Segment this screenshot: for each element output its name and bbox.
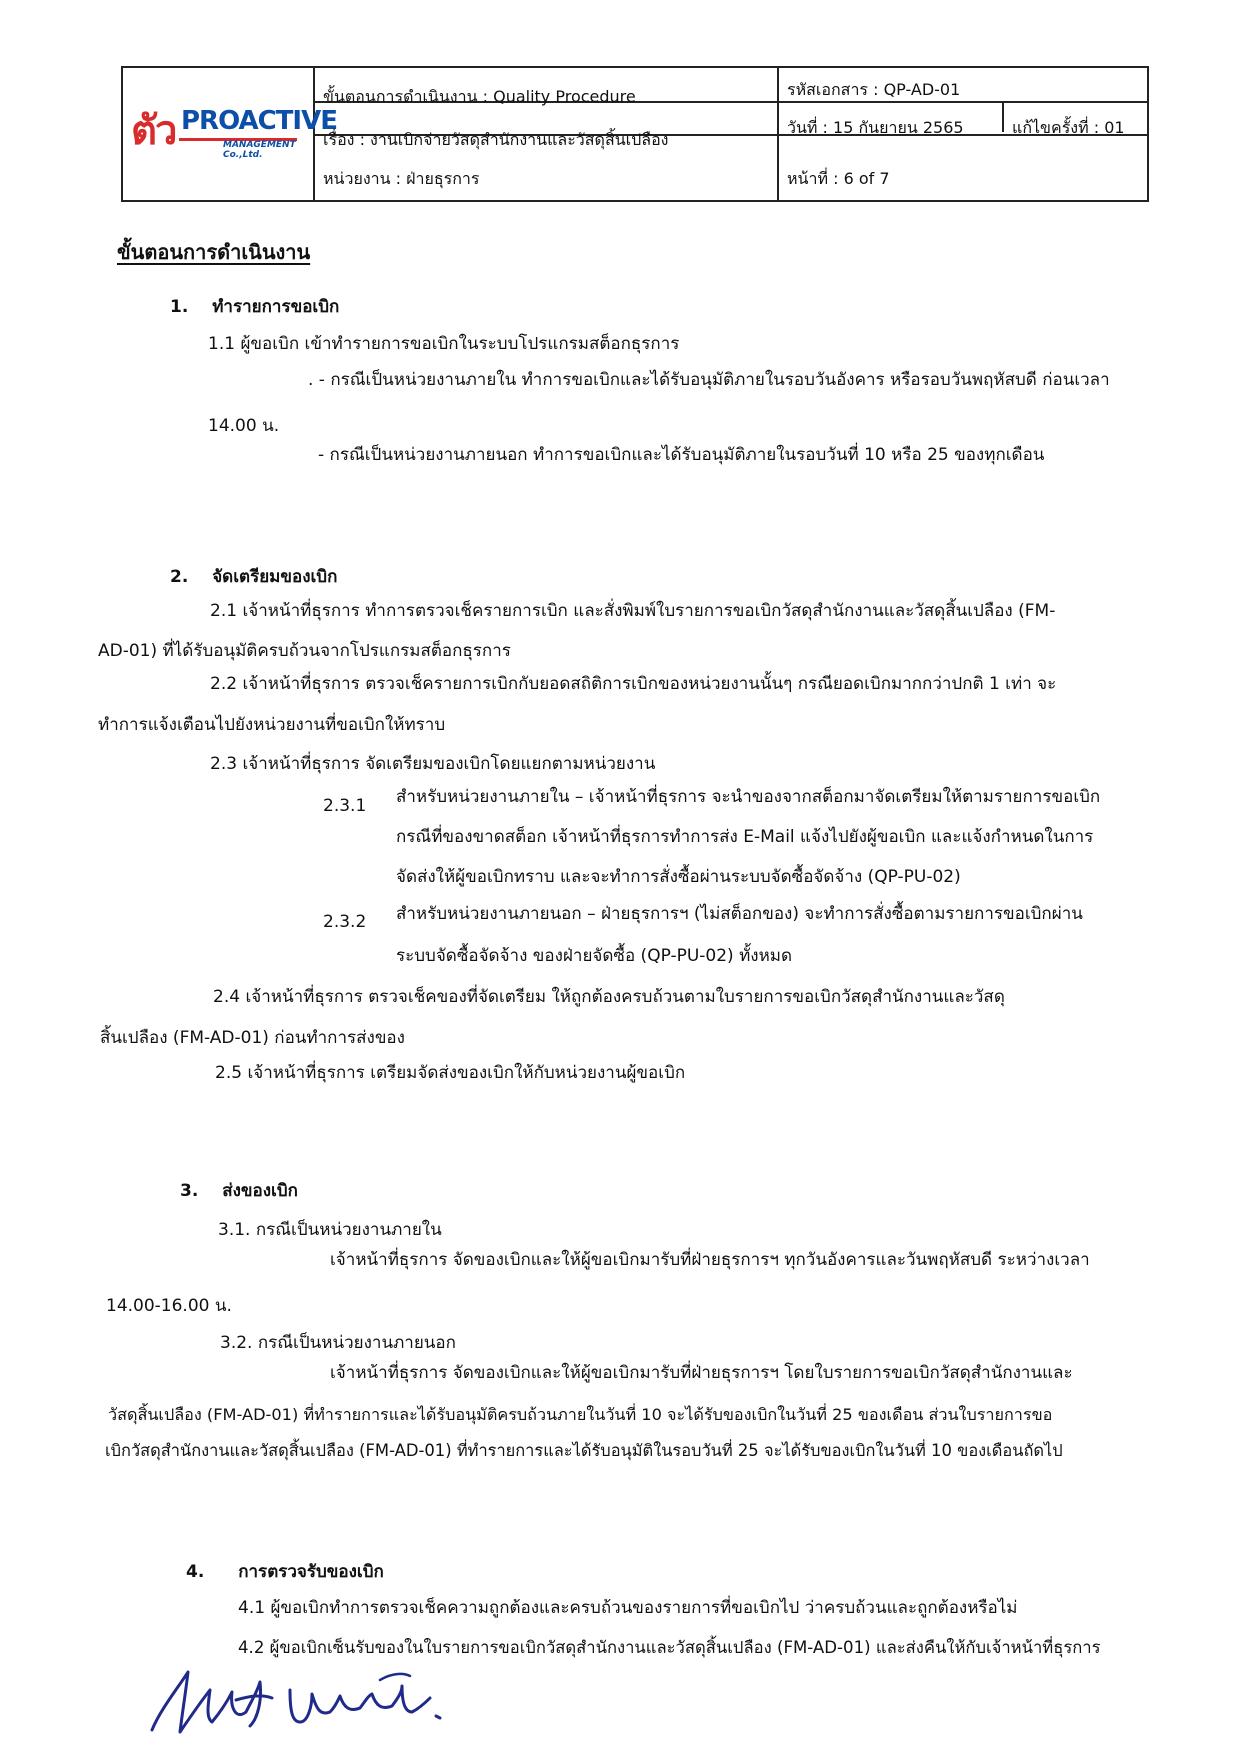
item-2-1: 2.1 เจ้าหน้าที่ธุรการ ทำการตรวจเช็ครายการเบิก และสั่งพิมพ์ใบรายการขอเบิกวัสดุสำนักงานและวัสดุสิ้นเปลือง (FM- [210, 601, 1056, 621]
subject-prefix: เรื่อง [323, 130, 355, 149]
item-1-1-b: - กรณีเป็นหน่วยงานภายนอก ทำการขอเบิกและได้รับอนุมัติภายในรอบวันที่ 10 หรือ 25 ของทุกเดือน [318, 445, 1045, 465]
signature-image [140, 1660, 460, 1740]
effective-date: วันที่ : 15 กันยายน 2565 [787, 118, 964, 137]
unit-text: : ฝ่ายธุรการ [395, 169, 480, 188]
section-3-heading [180, 1180, 298, 1202]
section-3-title: ส่งของเบิก [222, 1181, 298, 1201]
item-1-1-a-cont: 14.00 น. [208, 416, 280, 436]
section-1-heading [170, 296, 339, 318]
item-4-2: 4.2 ผู้ขอเบิกเซ็นรับของในใบรายการขอเบิกวัสดุสำนักงานและวัสดุสิ้นเปลือง (FM-AD-01) และส่งคืนให้กับเจ้าหน้าที่ธุรการ [238, 1638, 1101, 1657]
item-2-3: 2.3 เจ้าหน้าที่ธุรการ จัดเตรียมของเบิกโดยแยกตามหน่วยงาน [210, 754, 656, 774]
item-3-2-line-2: วัสดุสิ้นเปลือง (FM-AD-01) ที่ทำรายการและได้รับอนุมัติครบถ้วนภายในวันที่ 10 จะได้รับของเบิกในวันที่ 25 ของเดือน ส่วนใบรายการขอ [108, 1405, 1053, 1424]
item-2-4-cont: สิ้นเปลือง (FM-AD-01) ก่อนทำการส่งของ [100, 1028, 405, 1048]
section-2-heading [170, 566, 337, 588]
section-2-number: 2. [170, 567, 189, 587]
item-2-3-1-number: 2.3.1 [323, 796, 367, 816]
item-3-2-line-1: เจ้าหน้าที่ธุรการ จัดของเบิกและให้ผู้ขอเบิกมารับที่ฝ่ายธุรการฯ โดยใบรายการขอเบิกวัสดุสำนักงานและ [330, 1363, 1073, 1383]
section-2-title: จัดเตรียมของเบิก [212, 567, 338, 587]
item-2-3-2-line-2: ระบบจัดซื้อจัดจ้าง ของฝ่ายจัดซื้อ (QP-PU-02) ทั้งหมด [396, 946, 793, 966]
unit-prefix: หน่วยงาน [323, 169, 391, 188]
item-3-1: 3.1. กรณีเป็นหน่วยงานภายใน [218, 1220, 442, 1240]
section-1-number: 1. [170, 297, 189, 317]
subject-line [323, 130, 669, 150]
item-2-3-2-number: 2.3.2 [323, 912, 367, 932]
section-4-heading [186, 1561, 384, 1583]
item-2-5: 2.5 เจ้าหน้าที่ธุรการ เตรียมจัดส่งของเบิกให้กับหน่วยงานผู้ขอเบิก [215, 1063, 686, 1083]
item-3-1-cont: 14.00-16.00 น. [106, 1296, 232, 1316]
item-2-1-cont: AD-01) ที่ได้รับอนุมัติครบถ้วนจากโปรแกรมสต็อกธุรการ [98, 641, 511, 661]
item-2-3-1-line-1: สำหรับหน่วยงานภายใน – เจ้าหน้าที่ธุรการ จะนำของจากสต็อกมาจัดเตรียมให้ตามรายการขอเบิก [396, 787, 1101, 807]
item-3-1-line-1: เจ้าหน้าที่ธุรการ จัดของเบิกและให้ผู้ขอเบิกมารับที่ฝ่ายธุรการฯ ทุกวันอังคารและวันพฤหัสบดี ระหว่างเวลา [330, 1250, 1090, 1270]
item-3-2-line-3: เบิกวัสดุสำนักงานและวัสดุสิ้นเปลือง (FM-AD-01) ที่ทำรายการและได้รับอนุมัติในรอบวันที่ 25 จะได้รับของเบิกในวันที่ 10 ของเดือนถัดไป [105, 1441, 1063, 1460]
item-2-3-1-line-3: จัดส่งให้ผู้ขอเบิกทราบ และจะทำการสั่งซื้อผ่านระบบจัดซื้อจัดจ้าง (QP-PU-02) [396, 867, 961, 887]
procedure-label: ขั้นตอนการดำเนินงาน : Quality Procedure [323, 87, 636, 106]
revision-number: แก้ไขครั้งที่ : 01 [1012, 118, 1125, 137]
item-1-1-a: . - กรณีเป็นหน่วยงานภายใน ทำการขอเบิกและได้รับอนุมัติภายในรอบวันอังคาร หรือรอบวันพฤหัสบดี ก่อนเวลา [308, 370, 1110, 390]
item-3-2: 3.2. กรณีเป็นหน่วยงานภายนอก [220, 1333, 456, 1353]
unit-line [323, 169, 480, 189]
page-title-text: ขั้นตอนการดำเนินงาน [117, 240, 311, 264]
document-header-table [121, 66, 1149, 202]
doc-code: รหัสเอกสาร : QP-AD-01 [787, 80, 961, 99]
logo-sub: MANAGEMENT Co.,Ltd. [223, 140, 296, 160]
item-2-3-2-line-1: สำหรับหน่วยงานภายนอก – ฝ่ายธุรการฯ (ไม่สต็อกของ) จะทำการสั่งซื้อตามรายการขอเบิกผ่าน [396, 904, 1083, 924]
logo-mark: ตัว [131, 108, 176, 154]
item-1-1: 1.1 ผู้ขอเบิก เข้าทำรายการขอเบิกในระบบโปรแกรมสต็อกธุรการ [208, 334, 680, 354]
item-4-1: 4.1 ผู้ขอเบิกทำการตรวจเช็คความถูกต้องและครบถ้วนของรายการที่ขอเบิกไป ว่าครบถ้วนและถูกต้องหรือไม่ [238, 1598, 1018, 1618]
section-4-title: การตรวจรับของเบิก [238, 1562, 384, 1582]
page-title [117, 241, 310, 263]
item-2-2: 2.2 เจ้าหน้าที่ธุรการ ตรวจเช็ครายการเบิกกับยอดสถิติการเบิกของหน่วยงานนั้นๆ กรณียอดเบิกมากกว่าปกติ 1 เท่า จะ [210, 674, 1057, 694]
subject-text: : งานเบิกจ่ายวัสดุสำนักงานและวัสดุสิ้นเปลือง [359, 130, 669, 149]
logo-name: PROACTIVE [181, 106, 337, 136]
section-3-number: 3. [180, 1181, 199, 1201]
item-2-4: 2.4 เจ้าหน้าที่ธุรการ ตรวจเช็คของที่จัดเตรียม ให้ถูกต้องครบถ้วนตามใบรายการขอเบิกวัสดุสำนักงานและวัสดุ [213, 987, 1005, 1007]
page-number: หน้าที่ : 6 of 7 [787, 169, 890, 188]
company-logo [131, 98, 337, 178]
section-4-number: 4. [186, 1562, 205, 1582]
item-2-2-cont: ทำการแจ้งเตือนไปยังหน่วยงานที่ขอเบิกให้ทราบ [98, 715, 446, 735]
section-1-title: ทำรายการขอเบิก [212, 297, 340, 317]
item-2-3-1-line-2: กรณีที่ของขาดสต็อก เจ้าหน้าที่ธุรการทำการส่ง E-Mail แจ้งไปยังผู้ขอเบิก และแจ้งกำหนดในการ [396, 827, 1094, 847]
